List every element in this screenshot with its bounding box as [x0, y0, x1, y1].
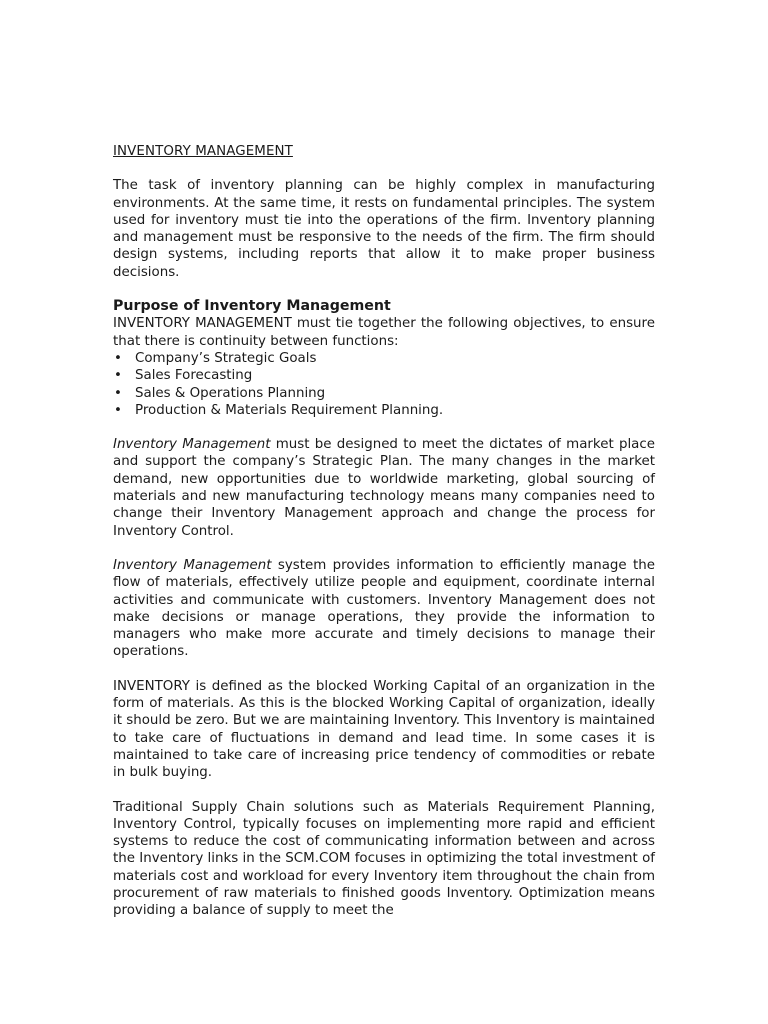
list-item-text: Production & Materials Requirement Planning. — [135, 402, 444, 418]
system-paragraph — [113, 557, 655, 661]
supply-chain-paragraph: Traditional Supply Chain solutions such as Materials Requirement Planning, Inventory Control, typically focuses on implementing more rapid and efficient systems to reduce the cost of communicating information between and across the Inventory links in the SCM.COM focuses in optimizing the total investment of materials cost and workload for every Inventory item throughout the chain from procurement of raw materials to finished goods Inventory. Optimization means providing a balance of supply to meet the — [113, 799, 655, 919]
paragraph-text: system provides information to efficiently manage the flow of materials, effectively utilize people and equipment, coordinate internal activities and communicate with customers. Inventory Management does not make decisions or manage operations, they provide the information to managers who make more accurate and timely decisions to manage their operations. — [113, 557, 655, 660]
bullet-icon: • — [114, 402, 122, 418]
list-item-text: Sales Forecasting — [135, 368, 253, 384]
bullet-icon: • — [114, 385, 122, 401]
bullet-icon: • — [114, 350, 122, 366]
list-item — [113, 385, 655, 402]
section-heading: Purpose of Inventory Management — [113, 298, 391, 315]
emphasized-term: Inventory Management — [113, 557, 272, 573]
objectives-list — [113, 350, 655, 419]
list-item — [113, 350, 655, 367]
paragraph-text: must be designed to meet the dictates of market place and support the company’s Strategic Plan. The many changes in the market demand, new opportunities due to worldwide marketing, global sourcing of materials and new manufacturing technology means many companies need to change their Inventory Management approach and change the process for Inventory Control. — [113, 437, 655, 539]
definition-paragraph: INVENTORY is defined as the blocked Working Capital of an organization in the form of materials. As this is the blocked Working Capital of organization, ideally it should be zero. But we are maintaining Inventory. This Inventory is maintained to take care of fluctuations in demand and lead time. In some cases it is maintained to take care of increasing price tendency of commodities or rebate in bulk buying. — [113, 678, 655, 781]
intro-paragraph: The task of inventory planning can be highly complex in manufacturing environments. At the same time, it rests on fundamental principles. The system used for inventory must tie into the operations of the firm. Inventory planning and management must be responsive to the needs of the firm. The firm should design systems, including reports that allow it to make proper business decisions. — [113, 178, 655, 280]
market-paragraph — [113, 436, 655, 540]
list-item — [113, 402, 655, 419]
emphasized-term: Inventory Management — [113, 437, 271, 453]
list-item-text: Sales & Operations Planning — [135, 385, 326, 401]
document-page — [113, 143, 655, 937]
document-title: INVENTORY MANAGEMENT — [113, 144, 293, 159]
list-item — [113, 367, 655, 384]
list-item-text: Company’s Strategic Goals — [135, 350, 317, 366]
section-intro-paragraph: INVENTORY MANAGEMENT must tie together the following objectives, to ensure that there is continuity between functions: — [113, 316, 655, 349]
bullet-icon: • — [114, 368, 122, 384]
